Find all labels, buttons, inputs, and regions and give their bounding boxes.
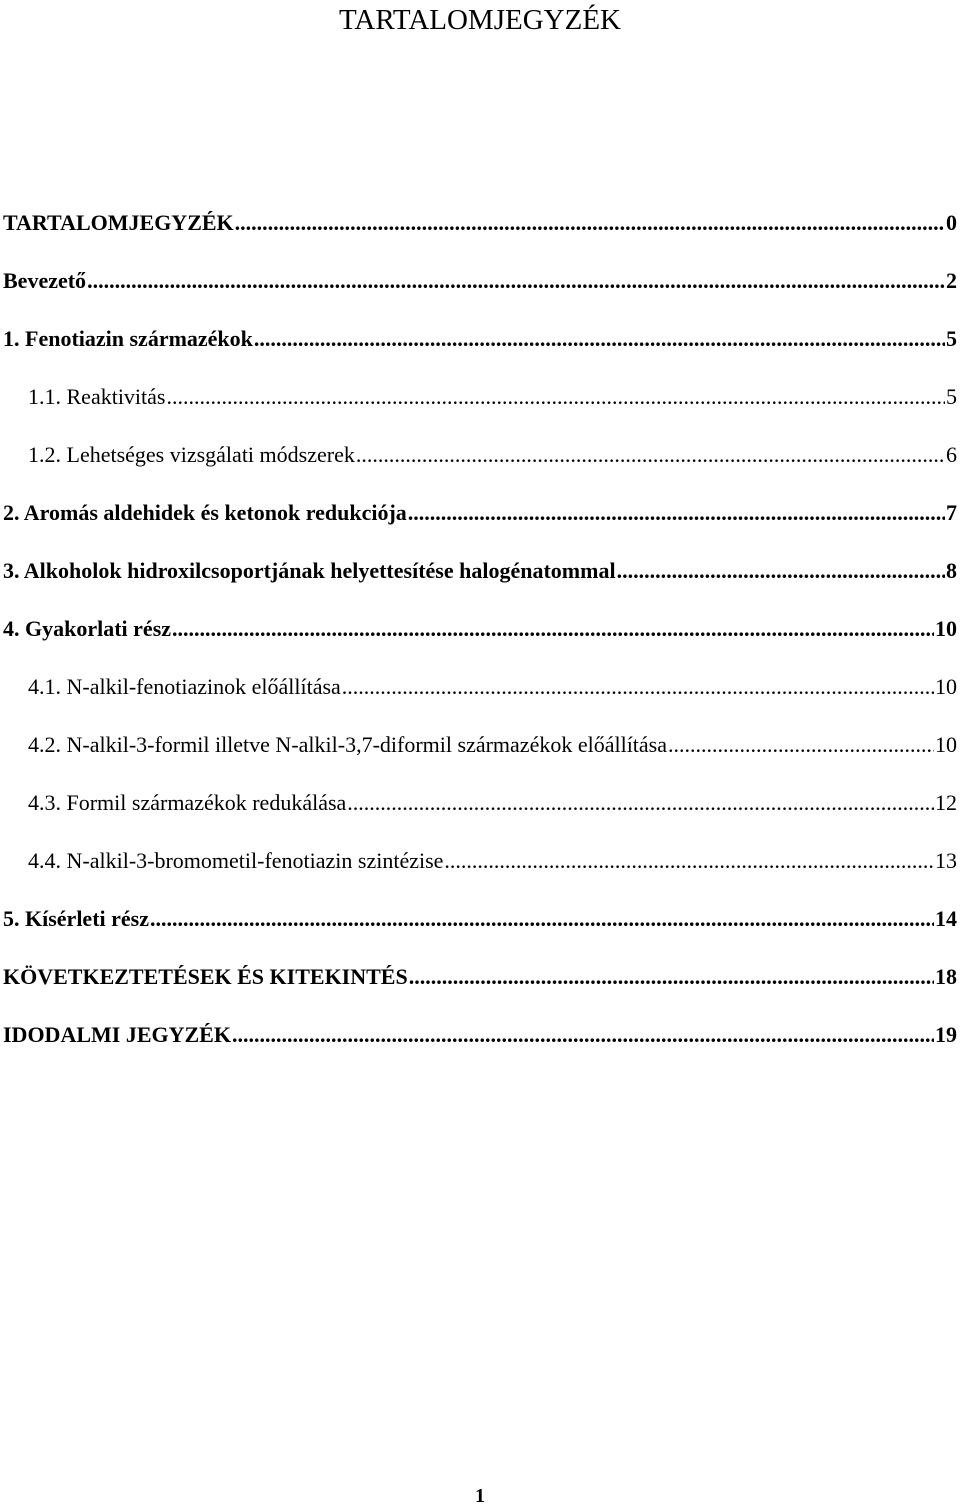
toc-entry-text: 1.2. Lehetséges vizsgálati módszerek	[28, 442, 355, 467]
toc-entry-text: 2. Aromás aldehidek és ketonok redukciója	[3, 500, 407, 525]
dot-leader	[617, 557, 945, 585]
toc-entry-text: Bevezető	[3, 268, 87, 293]
toc-entry-text: TARTALOMJEGYZÉK	[3, 210, 234, 235]
toc-entry[interactable]	[3, 789, 957, 847]
toc-entry-text: 4. Gyakorlati rész	[3, 616, 172, 641]
table-of-contents	[3, 209, 957, 1079]
toc-entry[interactable]	[3, 267, 957, 325]
toc-entry-text: KÖVETKEZTETÉSEK ÉS KITEKINTÉS	[3, 964, 408, 989]
toc-entry-page: 5	[946, 326, 957, 351]
dot-leader	[408, 499, 945, 527]
toc-entry-page: 2	[946, 268, 957, 293]
dot-leader	[342, 673, 934, 701]
dot-leader	[166, 383, 945, 411]
toc-entry-page: 7	[946, 500, 957, 525]
toc-entry[interactable]	[3, 905, 957, 963]
toc-entry[interactable]	[3, 847, 957, 905]
toc-entry-text: 4.2. N-alkil-3-formil illetve N-alkil-3,7-diformil származékok előállítása	[28, 732, 668, 757]
toc-entry[interactable]	[3, 441, 957, 499]
toc-entry-page: 18	[935, 964, 957, 989]
dot-leader	[232, 1021, 934, 1049]
toc-entry-page: 10	[935, 732, 957, 757]
dot-leader	[150, 905, 934, 933]
dot-leader	[444, 847, 934, 875]
page-number: 1	[475, 1485, 485, 1507]
toc-entry[interactable]	[3, 1021, 957, 1079]
toc-entry-page: 10	[935, 616, 957, 641]
toc-entry-page: 10	[935, 674, 957, 699]
toc-entry[interactable]	[3, 673, 957, 731]
dot-leader	[87, 267, 945, 295]
dot-leader	[347, 789, 934, 817]
toc-entry-page: 0	[946, 210, 957, 235]
toc-entry-text: 1.1. Reaktivitás	[28, 384, 166, 409]
toc-entry[interactable]	[3, 209, 957, 267]
page-title: TARTALOMJEGYZÉK	[339, 4, 621, 36]
toc-entry-text: 1. Fenotiazin származékok	[3, 326, 253, 351]
toc-entry[interactable]	[3, 963, 957, 1021]
toc-entry[interactable]	[3, 499, 957, 557]
toc-entry-text: 3. Alkoholok hidroxilcsoportjának helyettesítése halogénatommal	[3, 558, 616, 583]
toc-entry[interactable]	[3, 557, 957, 615]
dot-leader	[235, 209, 945, 237]
dot-leader	[356, 441, 945, 469]
dot-leader	[668, 731, 934, 759]
toc-entry-text: 5. Kísérleti rész	[3, 906, 149, 931]
dot-leader	[254, 325, 945, 353]
toc-entry-text: 4.4. N-alkil-3-bromometil-fenotiazin szintézise	[28, 848, 444, 873]
toc-entry-page: 12	[935, 790, 957, 815]
toc-entry-text: 4.1. N-alkil-fenotiazinok előállítása	[28, 674, 341, 699]
toc-entry-text: 4.3. Formil származékok redukálása	[28, 790, 347, 815]
dot-leader	[409, 963, 934, 991]
toc-entry-page: 6	[946, 442, 957, 467]
toc-entry-page: 8	[946, 558, 957, 583]
toc-entry-page: 5	[946, 384, 957, 409]
toc-entry[interactable]	[3, 731, 957, 789]
toc-entry-page: 13	[935, 848, 957, 873]
toc-entry[interactable]	[3, 615, 957, 673]
toc-entry-page: 19	[935, 1022, 957, 1047]
toc-entry[interactable]	[3, 325, 957, 383]
toc-entry-text: IDODALMI JEGYZÉK	[3, 1022, 231, 1047]
dot-leader	[172, 615, 934, 643]
toc-entry[interactable]	[3, 383, 957, 441]
toc-entry-page: 14	[935, 906, 957, 931]
